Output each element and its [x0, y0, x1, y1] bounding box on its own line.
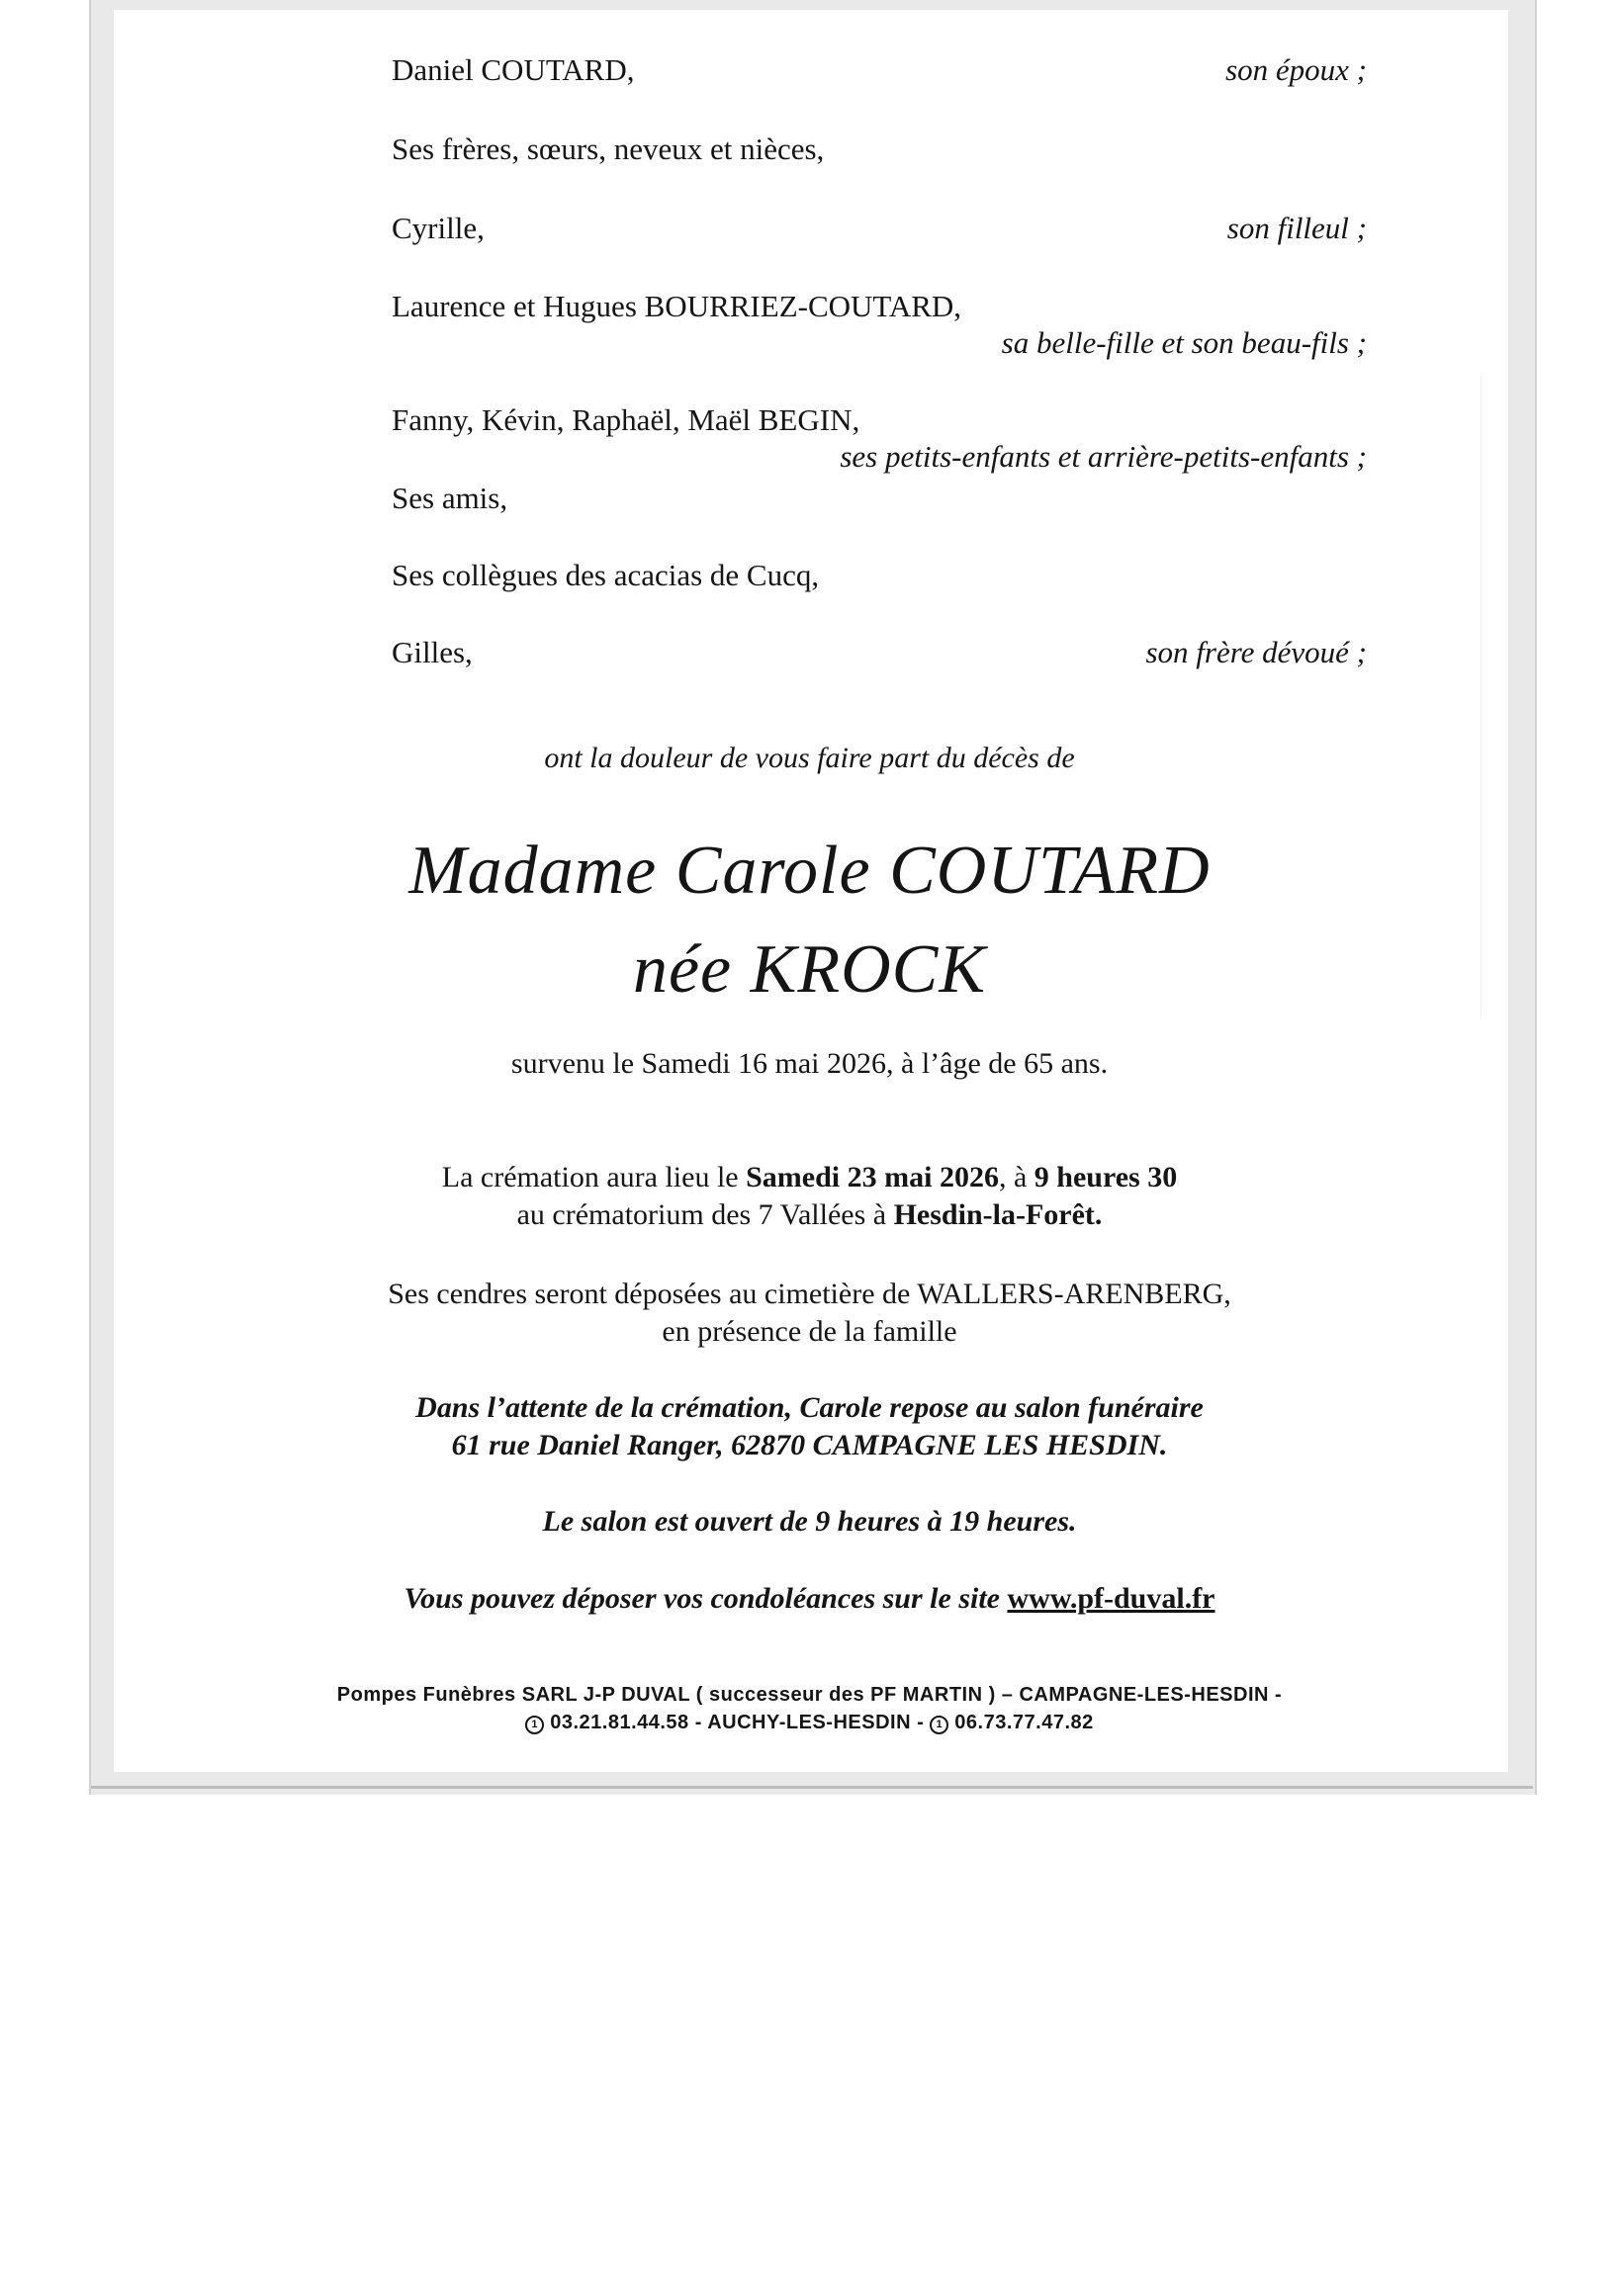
family-name: Ses frères, sœurs, neveux et nièces, — [392, 132, 825, 166]
phone-icon: 1 — [930, 1716, 948, 1734]
cremation-date: Samedi 23 mai 2026 — [746, 1161, 999, 1193]
cremation-text: La crémation aura lieu le — [441, 1161, 747, 1193]
salon-address: 61 rue Daniel Ranger, 62870 CAMPAGNE LES HESDIN. — [451, 1429, 1168, 1461]
announcement-intro: ont la douleur de vous faire part du décès de — [544, 742, 1075, 774]
phone-icon: 1 — [525, 1716, 544, 1734]
condolences-text: Vous pouvez déposer vos condoléances sur le site — [404, 1582, 1008, 1615]
cremation-text: , à — [998, 1161, 1034, 1193]
deceased-name: Madame Carole COUTARD — [408, 833, 1211, 909]
death-notice: survenu le Samedi 16 mai 2026, à l’âge de 65 ans. — [510, 1047, 1109, 1080]
salon-line-1: Dans l’attente de la crémation, Carole repose au salon funéraire — [415, 1391, 1204, 1424]
family-name: Cyrille, — [392, 211, 485, 245]
ashes-line-1: Ses cendres seront déposées au cimetière de WALLERS-ARENBERG, — [388, 1278, 1231, 1310]
family-role: son époux ; — [1225, 52, 1367, 87]
phone-number: 06.73.77.47.82 — [954, 1712, 1094, 1733]
cremation-line-1 — [0, 1159, 1619, 1195]
scan-edge — [91, 1786, 1533, 1789]
deceased-maiden-name: née KROCK — [632, 931, 987, 1008]
family-role: ses petits-enfants et arrière-petits-enfants ; — [840, 439, 1367, 474]
funeral-home-line: Pompes Funèbres SARL J-P DUVAL ( successeur des PF MARTIN ) – CAMPAGNE-LES-HESDIN - — [336, 1684, 1283, 1706]
crematorium-place: Hesdin-la-Forêt. — [893, 1198, 1103, 1231]
family-role: son frère dévoué ; — [1145, 635, 1367, 669]
funeral-home-phones — [0, 1709, 1619, 1736]
family-role: son filleul ; — [1226, 211, 1367, 245]
footer-location: - AUCHY-LES-HESDIN - — [688, 1712, 931, 1733]
family-name: Gilles, — [392, 635, 473, 669]
family-name: Laurence et Hugues BOURRIEZ-COUTARD, — [392, 289, 962, 323]
family-name: Daniel COUTARD, — [392, 52, 635, 87]
family-name: Ses collègues des acacias de Cucq, — [392, 558, 820, 592]
ashes-line-2: en présence de la famille — [662, 1315, 957, 1348]
condolences-website-link[interactable]: www.pf-duval.fr — [1007, 1582, 1215, 1615]
phone-number: 03.21.81.44.58 — [550, 1712, 689, 1733]
cremation-line-2 — [0, 1196, 1619, 1233]
family-name: Ses amis, — [392, 481, 508, 515]
family-name: Fanny, Kévin, Raphaël, Maël BEGIN, — [392, 402, 860, 437]
paper-fold — [1481, 376, 1482, 1018]
salon-hours: Le salon est ouvert de 9 heures à 19 heures. — [542, 1505, 1077, 1538]
condolences-line — [0, 1580, 1619, 1617]
cremation-text: au crématorium des 7 Vallées à — [516, 1198, 894, 1231]
cremation-time: 9 heures 30 — [1034, 1161, 1178, 1193]
family-role: sa belle-fille et son beau-fils ; — [1001, 325, 1367, 360]
